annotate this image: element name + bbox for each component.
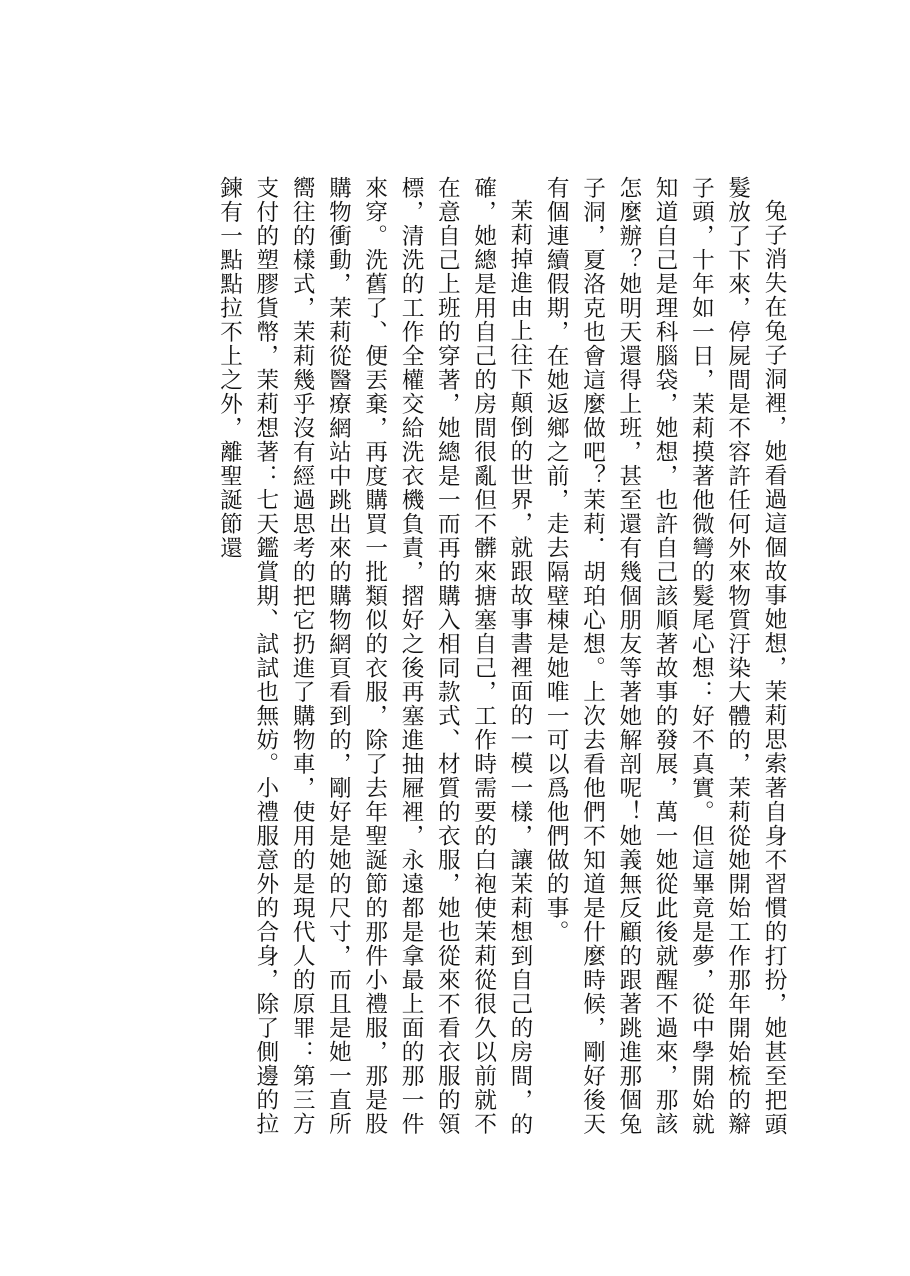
paragraph-1: 兔子消失在兔子洞裡，她看過這個故事她想，茉莉思索著自身不習慣的打扮，她甚至把頭髮放了下來，停屍間是不容許任何外來物質汙染大體的，茉莉從她開始工作那年開始梳的辮子頭，十年如一日，茉莉摸著他微彎的髮尾心想：好不真實。但這畢竟是夢，從中學開始就知道自己是理科腦袋，她想，也許自己該順著故事的發展，萬一她從此後就醒不過來，那該怎麼辦？她明天還得上班，甚至還有幾個朋友等著她解剖呢！她義無反顧的跟著跳進那個兔子洞，夏洛克也會這麼做吧？茉莉．胡珀心想。上次去看他們不知道是什麼時候，剛好後天有個連續假期，在她返鄉之前，走去隔壁棟是她唯一可以爲他們做的事。 bbox=[543, 176, 787, 1136]
paragraph-2: 茉莉掉進由上往下顛倒的世界，就跟故事書裡面的一模一樣，讓茉莉想到自己的房間，的確，她總是用自己的房間很亂但不髒來搪塞自己，工作時需要的白袍使茉莉從很久以前就不在意自己上班的穿著，她總是一而再的購入相同款式、材質的衣服，她也從來不看衣服的領標，清洗的工作全權交給洗衣機負責，摺好之後再塞進抽屜裡，永遠都是拿最上面的那一件來穿。洗舊了、便丟棄，再度購買一批類似的衣服，除了去年聖誕節的那件小禮服，那是股購物衝動，茉莉從醫療網站中跳出來的購物網頁看到的，剛好是她的尺寸，而且是她一直所嚮往的樣式，茉莉幾乎沒有經過思考的把它扔進了購物車，使用的是現代人的原罪：第三方支付的塑膠貨幣，茉莉想著：七天鑑賞期、試試也無妨。小禮服意外的合身，除了側邊的拉鍊有一點點拉不上之外，離聖誕節還 bbox=[216, 176, 533, 1136]
vertical-text-body bbox=[175, 176, 792, 1136]
